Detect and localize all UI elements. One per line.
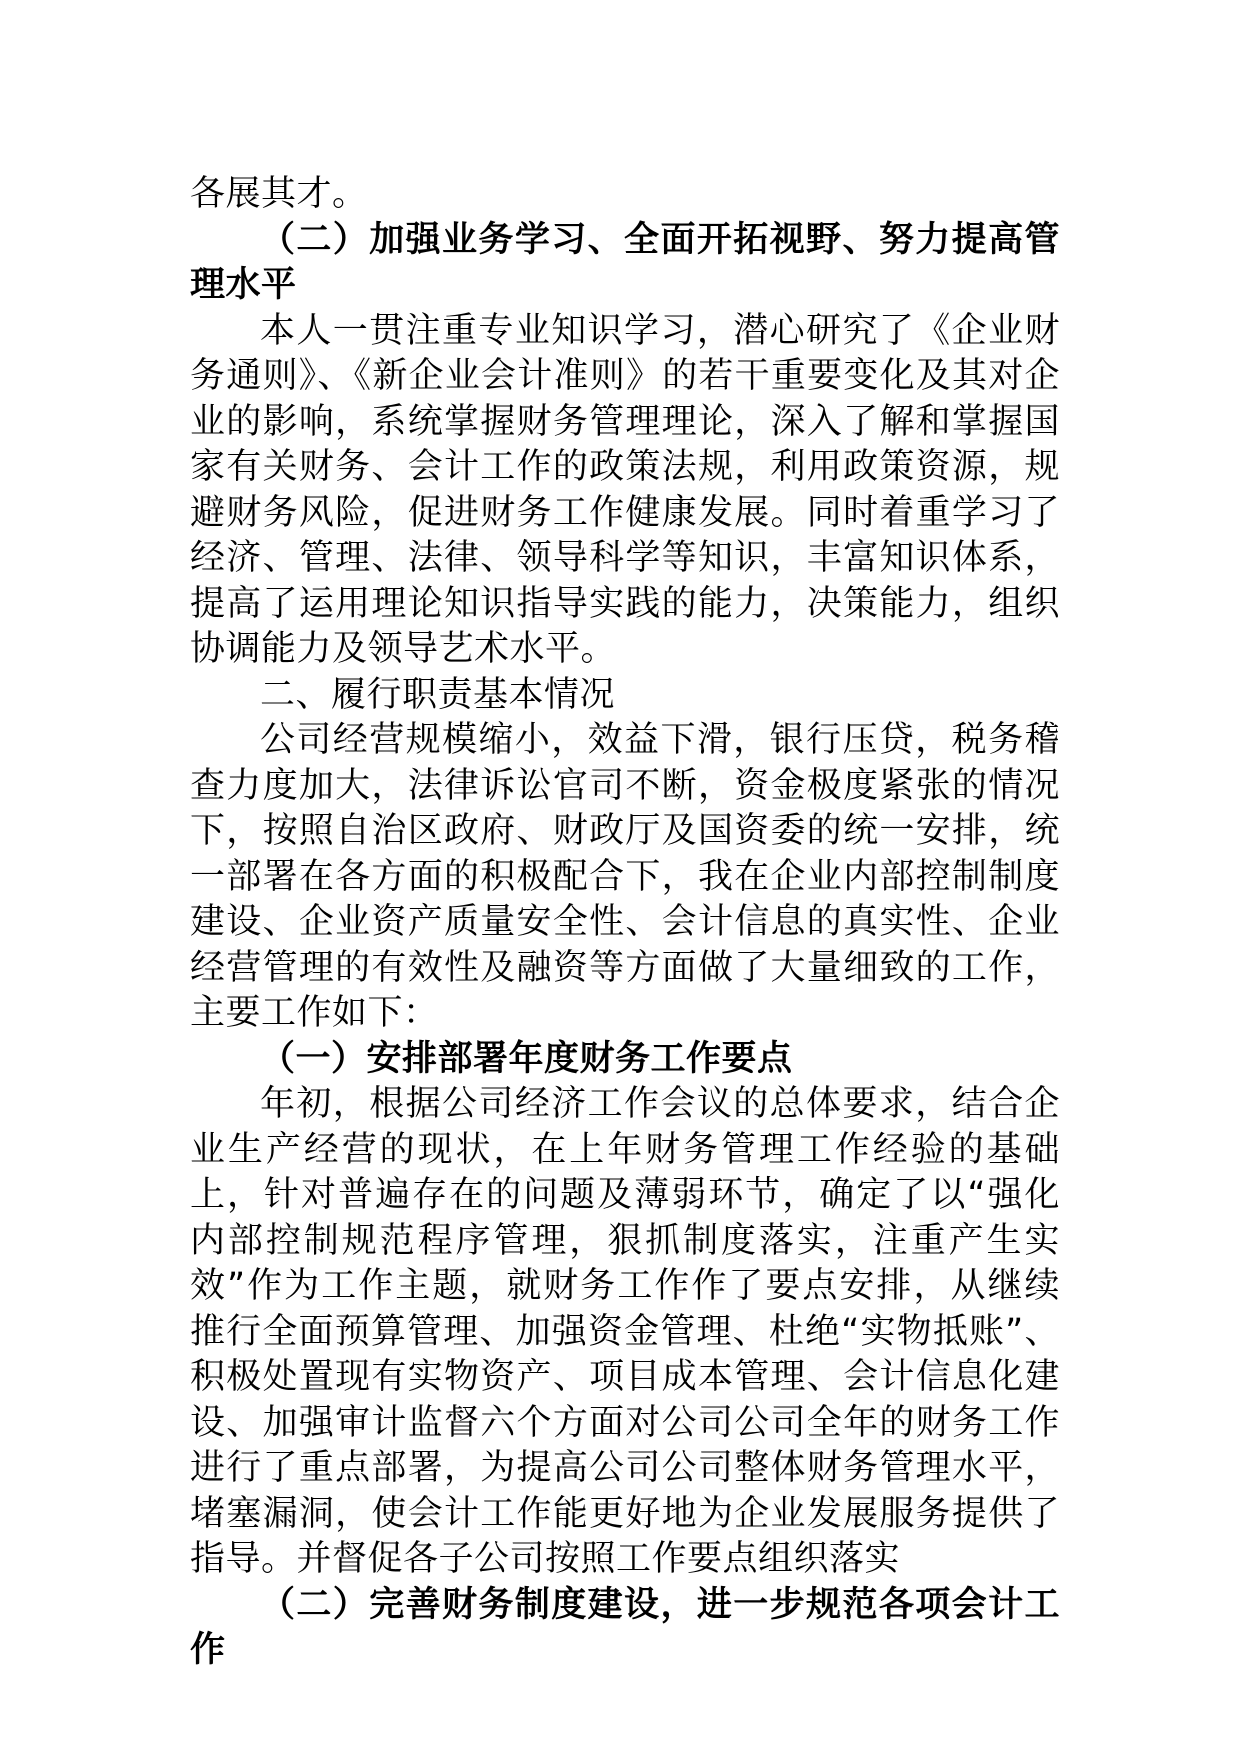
section-title-duties: 二、履行职责基本情况 <box>260 674 616 715</box>
paragraph-continuation: 各展其才。 <box>190 174 368 214</box>
section-heading-system-building: （二）完善财务制度建设，进一步规范各项会计工作 <box>190 1584 1060 1670</box>
paragraph-study-details: 本人一贯注重专业知识学习，潜心研究了《企业财务通则》、《新企业会计准则》的若干重要变化及其对企业的影响，系统掌握财务管理理论，深入了解和掌握国家有关财务、会计工作的政策法规，利用政策资源，规避财务风险，促进财务工作健康发展。同时着重学习了经济、管理、法律、领导科学等知识，丰富知识体系，提高了运用理论知识指导实践的能力，决策能力，组织协调能力及领导艺术水平。 <box>190 310 1060 669</box>
paragraph-annual-plan: 年初，根据公司经济工作会议的总体要求，结合企业生产经营的现状，在上年财务管理工作经验的基础上，针对普遍存在的问题及薄弱环节，确定了以“强化内部控制规范程序管理，狠抓制度落实，注重产生实效”作为工作主题，就财务工作作了要点安排，从继续推行全面预算管理、加强资金管理、杜绝“实物抵账”、积极处置现有实物资产、项目成本管理、会计信息化建设、加强审计监督六个方面对公司公司全年的财务工作进行了重点部署，为提高公司公司整体财务管理水平，堵塞漏洞，使会计工作能更好地为企业发展服务提供了指导。并督促各子公司按照工作要点组织落实 <box>190 1084 1060 1579</box>
document-body <box>190 172 1060 1674</box>
section-heading-study: （二）加强业务学习、全面开拓视野、努力提高管理水平 <box>190 219 1060 305</box>
section-heading-annual-plan: （一）安排部署年度财务工作要点 <box>260 1038 793 1079</box>
paragraph-duties-overview: 公司经营规模缩小，效益下滑，银行压贷，税务稽查力度加大，法律诉讼官司不断，资金极度紧张的情况下，按照自治区政府、财政厅及国资委的统一安排，统一部署在各方面的积极配合下，我在企业内部控制制度建设、企业资产质量安全性、会计信息的真实性、企业经营管理的有效性及融资等方面做了大量细致的工作，主要工作如下： <box>190 720 1060 1033</box>
